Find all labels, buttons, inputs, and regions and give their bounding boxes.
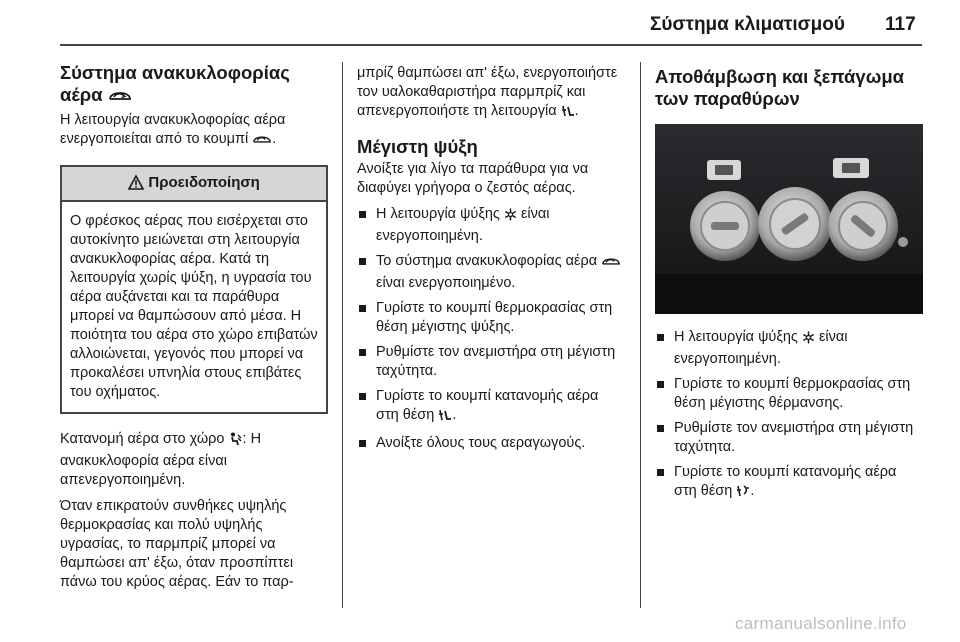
list-item [357, 387, 625, 428]
watermark: carmanualsonline.info [735, 614, 907, 633]
body-text: Το σύστημα ανακυκλοφορίας αέρα [376, 253, 598, 269]
intro-paragraph [60, 111, 328, 152]
heading-text: αέρα [60, 84, 103, 105]
body-text: είναι ενεργοποιημένο. [376, 275, 516, 291]
body-text: Γυρίστε το κουμπί κατανομής αέρα στη θέση [376, 388, 599, 423]
windshield-floor-airflow-icon [438, 408, 452, 428]
recirculation-icon [108, 87, 132, 109]
list-item: Ανοίξτε όλους τους αεραγωγούς. [357, 434, 625, 453]
airflow-paragraph [60, 430, 328, 490]
heading-text: των παραθύρων [655, 88, 800, 109]
body-text: είναι ενεργοποιημένη. [376, 206, 550, 244]
recirculation-icon [601, 255, 621, 274]
warning-header [62, 167, 326, 202]
warning-text: Ο φρέσκος αέρας που εισέρχεται στο αυτοκίνητο μειώνεται στη λειτουργία ανακυκλοφορίας αέρα. Κατά τη λειτουργία χωρίς ψύξη, η υγρασία του αέρα αυξάνεται και τα παράθυρα μπορεί να θαμπώσουν από μέσα. Η ποιότητα του αέρα στο χώρο επιβατών αλλοιώνεται, γεγονός που μπορεί να προκαλέσει υπνηλία στους επιβάτες του οχήματος. [70, 213, 318, 400]
running-header-title: Σύστημα κλιματισμού [650, 14, 845, 35]
list-item [357, 205, 625, 246]
body-text: . [452, 407, 457, 423]
body-text: Η λειτουργία ανακυκλοφορίας αέρα ενεργοποιείται από το κουμπί [60, 112, 286, 147]
defog-steps [655, 328, 923, 504]
fogging-paragraph: Όταν επικρατούν συνθήκες υψηλής θερμοκρασίας και πολύ υψηλής υγρασίας, το παρμπρίζ μπορεί να θαμπώσει απ' έξω, όταν προσπίπτει πάνω του κρύος αέρας. Εάν το παρ- [60, 498, 294, 590]
list-item: Γυρίστε το κουμπί θερμοκρασίας στη θέση μέγιστης θέρμανσης. [655, 375, 923, 413]
climate-control-photo [655, 124, 923, 314]
body-text: είναι ενεργοποιημένη. [674, 329, 848, 367]
snowflake-icon [802, 331, 815, 350]
section-heading-defog [655, 66, 923, 110]
floor-airflow-icon [229, 432, 243, 452]
body-text: . [574, 103, 579, 119]
list-item [655, 328, 923, 369]
heading-text: Αποθάμβωση και ξεπάγωμα [655, 66, 905, 87]
continuation-paragraph [357, 64, 625, 124]
column-divider [342, 62, 343, 608]
page-number: 117 [885, 14, 916, 35]
column-3 [655, 66, 923, 510]
body-text: Η λειτουργία ψύξης [376, 206, 500, 222]
section-heading-recirculation [60, 62, 328, 109]
body-text: Η λειτουργία ψύξης [674, 329, 798, 345]
column-divider [640, 62, 641, 608]
snowflake-icon [504, 208, 517, 227]
warning-title: Προειδοποίηση [148, 174, 260, 191]
list-item: Ρυθμίστε τον ανεμιστήρα στη μέγιστη ταχύτητα. [357, 343, 625, 381]
body-text: : Η ανακυκλοφορία αέρα είναι απενεργοποιημένη. [60, 431, 262, 488]
body-text: Κατανομή αέρα στο χώρο [60, 431, 225, 447]
column-1 [60, 62, 328, 599]
section-heading-max-cooling: Μέγιστη ψύξη [357, 136, 478, 157]
recirculation-icon [252, 133, 272, 152]
heading-text: Σύστημα ανακυκλοφορίας [60, 62, 290, 83]
warning-triangle-icon [128, 175, 144, 195]
body-text: . [750, 483, 755, 499]
windshield-airflow-icon [736, 484, 750, 504]
list-item: Γυρίστε το κουμπί θερμοκρασίας στη θέση μέγιστης ψύξης. [357, 299, 625, 337]
body-text: Γυρίστε το κουμπί κατανομής αέρα στη θέση [674, 464, 897, 499]
column-2 [357, 64, 625, 459]
warning-box [60, 165, 328, 414]
list-item [655, 463, 923, 504]
list-item [357, 252, 625, 293]
body-text: . [272, 131, 277, 147]
max-cooling-steps [357, 205, 625, 453]
max-cooling-intro: Ανοίξτε για λίγο τα παράθυρα για να διαφύγει γρήγορα ο ζεστός αέρας. [357, 161, 589, 196]
windshield-floor-airflow-icon [561, 104, 575, 124]
header-rule [60, 44, 922, 46]
body-text: μπρίζ θαμπώσει απ' έξω, ενεργοποιήστε τον υαλοκαθαριστήρα παρμπρίζ και απενεργοποιήστε τη λειτουργία [357, 65, 618, 119]
list-item: Ρυθμίστε τον ανεμιστήρα στη μέγιστη ταχύτητα. [655, 419, 923, 457]
